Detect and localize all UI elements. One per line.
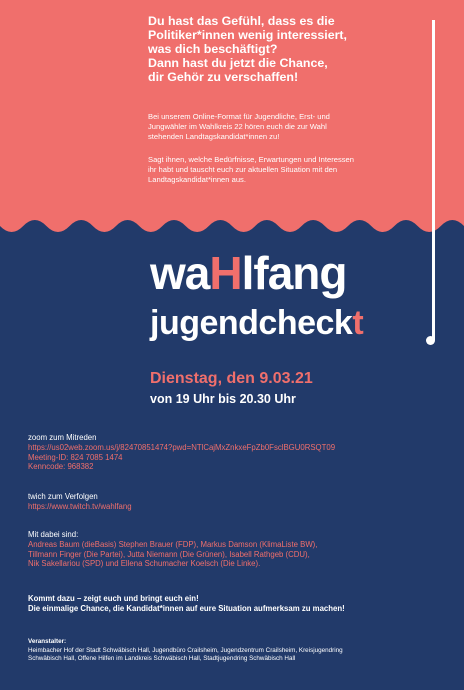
- intro-line: Sagt ihnen, welche Bedürfnisse, Erwartungen und Interessen: [148, 155, 355, 164]
- cta-line: Die einmalige Chance, die Kandidat*innen auf eure Situation aufmerksam zu machen!: [28, 603, 345, 613]
- zoom-passcode: Kenncode: 968382: [28, 462, 94, 472]
- intro-line: Landtagskandidat*innen aus.: [148, 175, 246, 184]
- headline: [148, 14, 408, 84]
- organizers-label: Veranstalter:: [28, 638, 67, 645]
- intro-line: stehenden Landtagskandidat*innen zu!: [148, 132, 280, 141]
- headline-line: was dich beschäftigt?: [148, 42, 278, 56]
- logo-part: lfang: [241, 247, 347, 299]
- organizers-section: [28, 638, 343, 664]
- zoom-section: [28, 433, 335, 472]
- event-date: Dienstag, den 9.03.21: [150, 370, 313, 387]
- twitch-label: twich zum Verfolgen: [28, 492, 98, 501]
- intro-paragraph-1: [148, 112, 418, 142]
- logo-accent-letter: H: [209, 247, 242, 299]
- fishing-hook-dot: [426, 336, 435, 345]
- zoom-link[interactable]: https://us02web.zoom.us/j/82470851474?pwd=NTlCajMxZnkxeFpZb0FsclBGU0RSQT09: [28, 442, 336, 452]
- participant-line: Nik Sakellariou (SPD) und Ellena Schumacher Koelsch (Die Linke).: [28, 559, 261, 569]
- logo-part: wa: [150, 247, 210, 299]
- participant-line: Tillmann Finger (Die Partei), Jutta Niemann (Die Grünen), Isabell Rathgeb (CDU),: [28, 549, 310, 559]
- cta-line: Kommt dazu – zeigt euch und bringt euch ein!: [28, 594, 199, 603]
- twitch-link[interactable]: https://www.twitch.tv/wahlfang: [28, 501, 132, 511]
- intro-line: Bei unserem Online-Format für Jugendliche, Erst- und: [148, 112, 330, 121]
- fishing-line: [432, 20, 435, 340]
- logo-part: jugendcheck: [150, 304, 353, 342]
- participants-label: Mit dabei sind:: [28, 530, 79, 539]
- headline-line: dir Gehör zu verschaffen!: [148, 70, 299, 84]
- headline-line: Politiker*innen wenig interessiert,: [148, 28, 347, 42]
- intro-line: ihr habt und tauscht euch zur aktuellen Situation mit den: [148, 165, 338, 174]
- participants-section: [28, 530, 317, 569]
- zoom-label: zoom zum Mitreden: [28, 433, 97, 442]
- intro-line: Jungwähler im Wahlkreis 22 hören euch die zur Wahl: [148, 122, 327, 131]
- headline-line: Dann hast du jetzt die Chance,: [148, 56, 328, 70]
- twitch-section: [28, 492, 132, 512]
- organizers-line: Schwäbisch Hall, Offene Hilfen im Landkreis Schwäbisch Hall, Stadtjugendring Schwäbisch Hall: [28, 655, 296, 662]
- event-time: von 19 Uhr bis 20.30 Uhr: [150, 392, 296, 406]
- logo-wahlfang: [150, 246, 347, 300]
- zoom-meeting-id: Meeting-ID: 824 7085 1474: [28, 452, 123, 462]
- intro-paragraph-2: [148, 155, 418, 185]
- headline-line: Du hast das Gefühl, dass es die: [148, 14, 335, 28]
- logo-accent-letter: t: [352, 304, 364, 342]
- logo-jugendcheckt: [150, 304, 363, 343]
- participant-line: Andreas Baum (dieBasis) Stephen Brauer (FDP), Markus Damson (KlimaListe BW),: [28, 539, 318, 549]
- call-to-action: [28, 594, 345, 614]
- organizers-line: Heimbacher Hof der Stadt Schwäbisch Hall, Jugendbüro Crailsheim, Jugendzentrum Crailsheim, Kreisjugendring: [28, 646, 343, 654]
